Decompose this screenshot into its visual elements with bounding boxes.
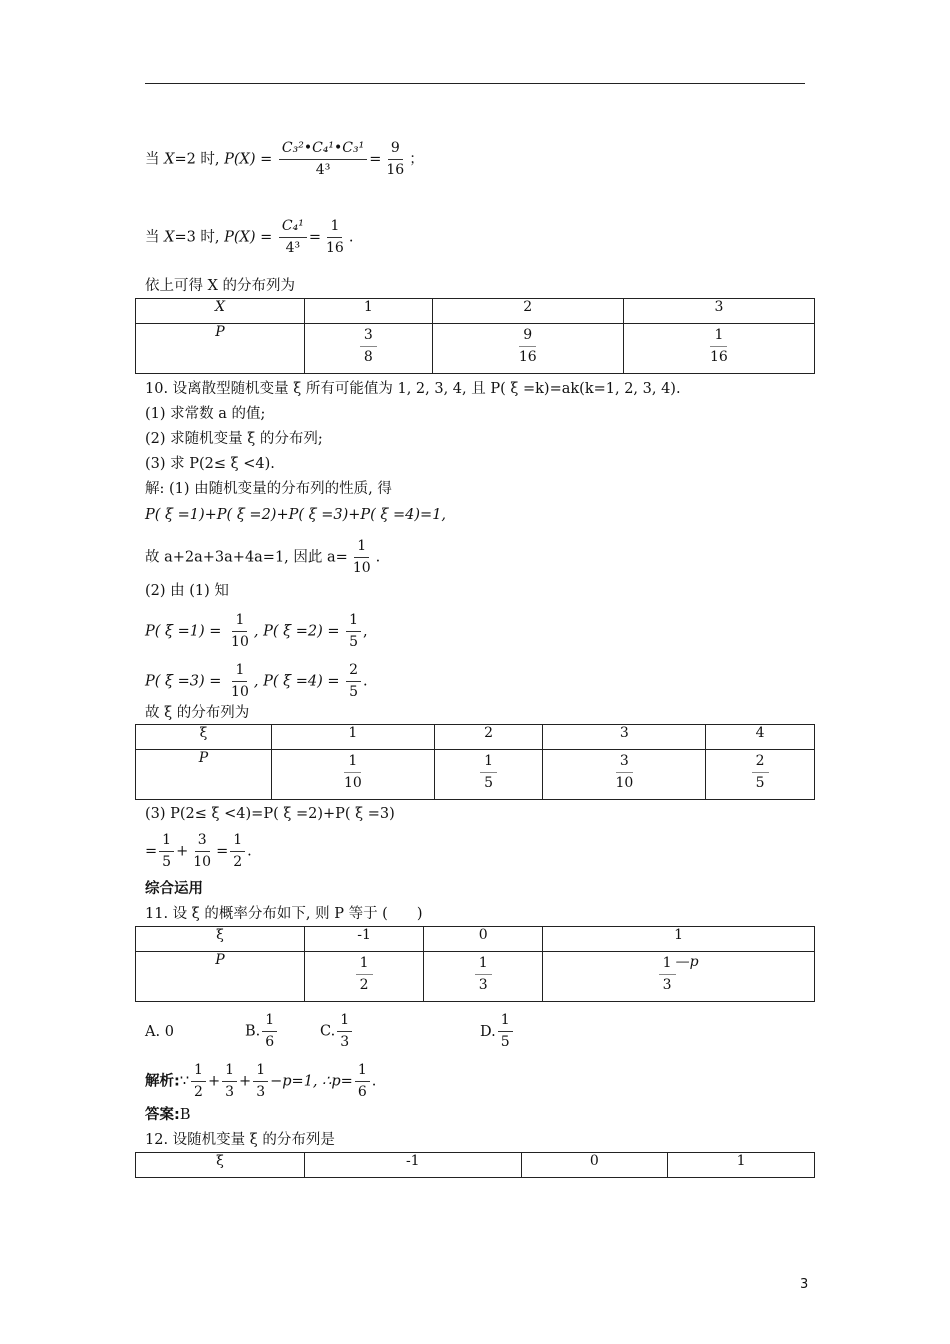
answer-options: [145, 1012, 515, 1051]
text: ,: [363, 623, 368, 640]
numerator: 1: [344, 752, 361, 773]
table-header: -1: [305, 927, 424, 952]
table-cell: [272, 750, 435, 800]
numerator: 2: [752, 752, 769, 773]
numerator: 1: [710, 326, 727, 347]
text: +: [239, 1073, 252, 1090]
fraction: [323, 218, 347, 257]
denominator: 3: [340, 1034, 350, 1050]
distribution-table-q12: [135, 1152, 815, 1178]
denominator: 5: [349, 684, 359, 700]
table-cell: [543, 952, 815, 1002]
solution-line-2: P( ξ =1)+P( ξ =2)+P( ξ =3)+P( ξ =4)=1,: [145, 507, 447, 523]
table-header: 2: [434, 725, 543, 750]
question-10-part-2: (2) 求随机变量 ξ 的分布列;: [145, 431, 323, 447]
table-header: ξ: [136, 1153, 305, 1178]
numerator: 3: [195, 832, 210, 852]
table-cell: P: [136, 750, 272, 800]
px: P(X) =: [224, 151, 277, 168]
fraction: [498, 1012, 513, 1051]
fraction: [350, 538, 374, 577]
fraction: [262, 1012, 277, 1051]
text: P( ξ =3) =: [145, 673, 227, 690]
table-header: 1: [272, 725, 435, 750]
fraction: [159, 832, 174, 871]
numerator: C₃²•C₄¹•C₃¹: [279, 140, 367, 160]
solution-line-3: [145, 538, 380, 577]
answer-value: B: [179, 1107, 191, 1123]
text: ；: [409, 151, 424, 168]
fraction: [253, 1062, 268, 1101]
table-header: 4: [706, 725, 815, 750]
fraction: [190, 832, 214, 871]
denominator: 5: [349, 634, 359, 650]
solution-line-7: (3) P(2≤ ξ <4)=P( ξ =2)+P( ξ =3): [145, 806, 395, 822]
table-cell: [706, 750, 815, 800]
text: +: [176, 843, 189, 860]
line-x-eq-3: [145, 218, 353, 257]
numerator: 1: [222, 1062, 237, 1082]
denominator: 10: [231, 634, 249, 650]
denominator: 16: [386, 162, 405, 178]
numerator: 1: [232, 662, 247, 682]
section-heading: 综合运用: [145, 881, 203, 897]
numerator: C₄¹: [279, 218, 307, 238]
fraction: [346, 612, 361, 651]
denominator: 16: [518, 349, 537, 365]
text: , P( ξ =2) =: [253, 623, 345, 640]
question-10-part-1: (1) 求常数 a 的值;: [145, 406, 266, 422]
distribution-table-x: [135, 298, 815, 374]
table-cell: [305, 952, 424, 1002]
denominator: 10: [193, 854, 212, 870]
numerator: 1: [659, 954, 676, 975]
table-header: 0: [424, 927, 543, 952]
text: ∵: [179, 1073, 190, 1090]
header-rule: [145, 83, 805, 84]
fraction: [228, 662, 252, 701]
denominator: 16: [710, 349, 728, 365]
fraction: [383, 140, 407, 179]
numerator: 1: [356, 954, 373, 975]
text: =: [145, 843, 158, 860]
dist2-intro: 故 ξ 的分布列为: [145, 705, 250, 721]
text: .: [375, 549, 381, 566]
text: 当: [145, 151, 165, 168]
denominator: 10: [615, 775, 634, 791]
question-10-part-3: (3) 求 P(2≤ ξ <4).: [145, 456, 275, 472]
table-header: ξ: [136, 927, 305, 952]
denominator: 3: [225, 1084, 235, 1100]
table-cell: [623, 324, 814, 374]
table-cell: [434, 750, 543, 800]
option-d: D.: [480, 1023, 496, 1040]
text: 故 a+2a+3a+4a=1, 因此 a=: [145, 549, 348, 566]
table-header: 3: [623, 299, 814, 324]
denominator: 2: [194, 1084, 203, 1100]
numerator: 1: [191, 1062, 206, 1082]
numerator: 9: [388, 140, 403, 160]
answer-line: [145, 1106, 190, 1124]
table-header: 1: [305, 299, 433, 324]
distribution-table-xi: [135, 724, 815, 800]
numerator: 1: [253, 1062, 268, 1082]
table-cell: [424, 952, 543, 1002]
denominator: 10: [343, 775, 362, 791]
fraction: [230, 832, 245, 871]
numerator: 1: [355, 1062, 370, 1082]
numerator: 9: [519, 326, 536, 347]
text: +: [207, 1073, 221, 1090]
text: .: [348, 229, 354, 246]
fraction: [279, 218, 307, 257]
text: .: [363, 673, 368, 690]
denominator: 8: [363, 349, 373, 365]
numerator: 1: [262, 1012, 277, 1032]
solution-line-8: [145, 832, 252, 871]
table-header: 2: [432, 299, 623, 324]
denominator: 6: [357, 1084, 367, 1100]
denominator: 4³: [285, 240, 301, 256]
table-header: 0: [521, 1153, 668, 1178]
table-cell: [305, 324, 433, 374]
denominator: 10: [231, 684, 249, 700]
numerator: 1: [346, 612, 361, 632]
denominator: 4³: [315, 162, 331, 178]
denominator: 2: [359, 977, 369, 993]
numerator: 1: [159, 832, 174, 852]
table-cell: P: [136, 952, 305, 1002]
text: .: [247, 843, 252, 860]
text: =3 时,: [174, 229, 225, 246]
numerator: 1: [354, 538, 369, 558]
denominator: 6: [265, 1034, 275, 1050]
text: .: [371, 1073, 377, 1090]
text: P( ξ =1) =: [145, 623, 227, 640]
analysis-label: 解析:: [145, 1073, 180, 1090]
var: X: [164, 151, 175, 168]
table-header: ξ: [136, 725, 272, 750]
fraction: [191, 1062, 206, 1101]
table-header: 1: [543, 927, 815, 952]
option-c: C.: [320, 1023, 336, 1040]
text: =: [369, 151, 382, 168]
option-b: B.: [245, 1023, 261, 1040]
denominator: 3: [256, 1084, 266, 1100]
numerator: 1: [327, 218, 342, 238]
analysis-line: [145, 1062, 376, 1101]
numerator: 1: [337, 1012, 352, 1032]
text: =2 时,: [174, 151, 225, 168]
distribution-table-q11: [135, 926, 815, 1002]
numerator: 3: [360, 326, 377, 347]
denominator: 3: [662, 977, 672, 993]
px: P(X) =: [224, 229, 277, 246]
numerator: 2: [346, 662, 361, 682]
var: X: [164, 229, 175, 246]
table-header: 1: [668, 1153, 815, 1178]
denominator: 16: [326, 240, 344, 256]
solution-line-5: [145, 612, 368, 651]
fraction: [279, 140, 367, 179]
text: =: [216, 843, 229, 860]
numerator: 1: [230, 832, 245, 852]
fraction: [222, 1062, 237, 1101]
denominator: 3: [478, 977, 488, 993]
numerator: 1: [232, 612, 247, 632]
dist-intro: 依上可得 X 的分布列为: [145, 278, 296, 294]
text: =: [308, 229, 321, 246]
denominator: 5: [755, 775, 765, 791]
numerator: 1: [498, 1012, 513, 1032]
text: 当: [145, 229, 165, 246]
option-a: A. 0: [145, 1023, 174, 1040]
line-x-eq-2: [145, 140, 424, 179]
table-header: -1: [305, 1153, 522, 1178]
fraction: [355, 1062, 370, 1101]
denominator: 2: [233, 854, 243, 870]
table-cell: [432, 324, 623, 374]
table-header: X: [136, 299, 305, 324]
solution-line-6: [145, 662, 368, 701]
numerator: 1: [475, 954, 492, 975]
solution-line-4: (2) 由 (1) 知: [145, 583, 229, 599]
text: , P( ξ =4) =: [253, 673, 345, 690]
fraction: [228, 612, 252, 651]
question-11: 11. 设 ξ 的概率分布如下, 则 P 等于 ( ): [145, 906, 423, 922]
text: −p=1, ∴p=: [270, 1073, 353, 1090]
numerator: 1: [480, 752, 497, 773]
question-12: 12. 设随机变量 ξ 的分布列是: [145, 1132, 335, 1148]
text: —p: [675, 953, 699, 970]
question-10: 10. 设离散型随机变量 ξ 所有可能值为 1, 2, 3, 4, 且 P( ξ =k)=ak(k=1, 2, 3, 4).: [145, 381, 681, 397]
fraction: [346, 662, 361, 701]
table-header: 3: [543, 725, 706, 750]
denominator: 5: [500, 1034, 510, 1050]
answer-label: 答案:: [145, 1107, 180, 1123]
solution-line-1: 解: (1) 由随机变量的分布列的性质, 得: [145, 481, 392, 497]
denominator: 5: [484, 775, 494, 791]
numerator: 3: [616, 752, 633, 773]
fraction: [337, 1012, 352, 1051]
table-cell: P: [136, 324, 305, 374]
table-cell: [543, 750, 706, 800]
page-number: 3: [800, 1277, 809, 1292]
denominator: 10: [352, 560, 371, 576]
denominator: 5: [162, 854, 172, 870]
